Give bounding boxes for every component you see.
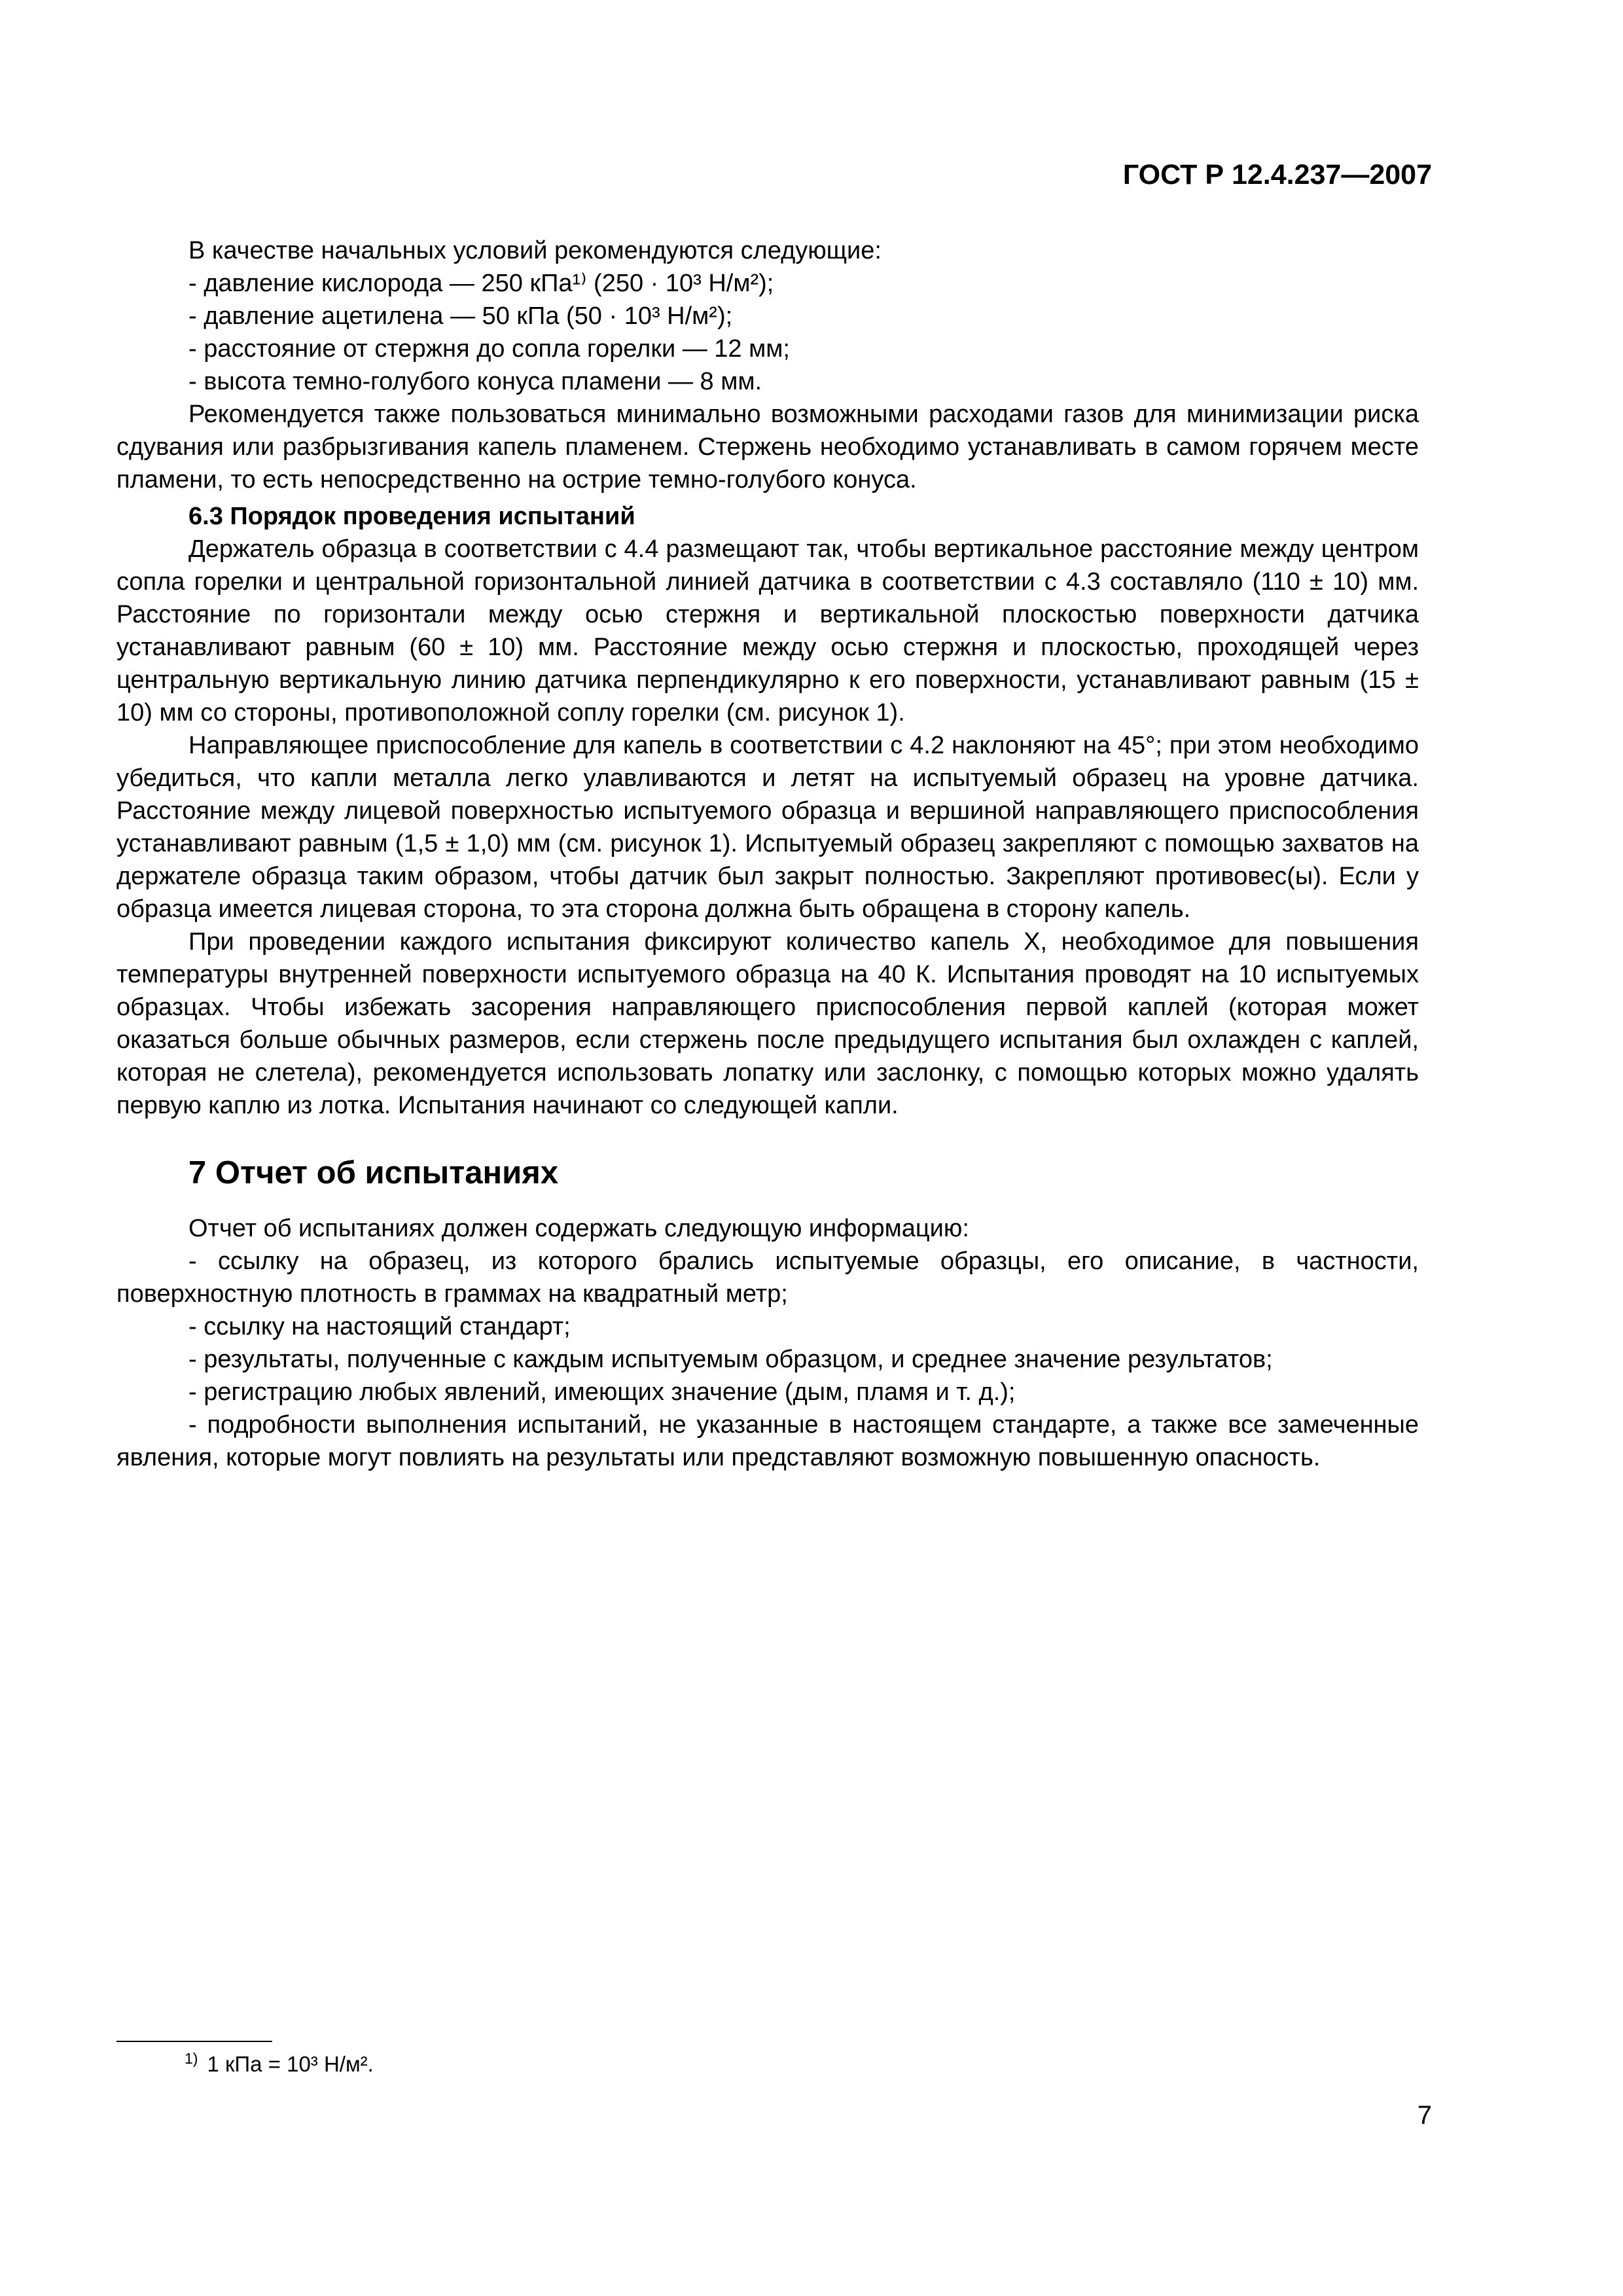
list-item: - ссылку на образец, из которого брались испытуемые образцы, его описание, в частности, поверхностную плотность в граммах на квадратный метр; — [116, 1247, 1419, 1308]
footnote-text: 1 кПа = 10³ Н/м². — [207, 2052, 374, 2076]
list-item: - результаты, полученные с каждым испытуемым образцом, и среднее значение результатов; — [188, 1346, 1273, 1373]
document-id-header: ГОСТ Р 12.4.237—2007 — [1122, 159, 1432, 190]
list-item: - давление кислорода — 250 кПа¹⁾ (250 · 10³ Н/м²); — [188, 270, 774, 297]
footnote-divider — [116, 2041, 272, 2042]
list-item: - подробности выполнения испытаний, не указанные в настоящем стандарте, а также все замеченные явления, которые могут повлиять на результаты или представляют возможную повышенную опасность. — [116, 1411, 1419, 1471]
list-item: - регистрацию любых явлений, имеющих значение (дым, пламя и т. д.); — [188, 1378, 1016, 1406]
section-6-3-paragraph: Держатель образца в соответствии с 4.4 размещают так, чтобы вертикальное расстояние между центром сопла горелки и центральной горизонтальной линией датчика в соответствии с 4.3 составляло (110 ± 10) мм. Расстояние по горизонтали между осью стержня и вертикальной плоскостью поверхности датчика устанавливают равным (60 ± 10) мм. Расстояние между осью стержня и плоскостью, проходящей через центральную вертикальную линию датчика перпендикулярно к его поверхности, устанавливают равным (15 ± 10) мм со стороны, противоположной соплу горелки (см. рисунок 1). — [116, 535, 1419, 726]
list-item: - расстояние от стержня до сопла горелки — 12 мм; — [188, 335, 790, 363]
intro-recommendation: Рекомендуется также пользоваться минимально возможными расходами газов для минимизации риска сдувания или разбрызгивания капель пламенем. Стержень необходимо устанавливать в самом горячем месте пламени, то есть непосредственно на острие темно-голубого конуса. — [116, 401, 1419, 493]
section-7-lead: Отчет об испытаниях должен содержать следующую информацию: — [188, 1215, 969, 1242]
footnote — [185, 2050, 374, 2077]
page-number: 7 — [1417, 2101, 1432, 2130]
footnote-marker: 1) — [185, 2050, 198, 2067]
section-7-heading: 7 Отчет об испытаниях — [188, 1155, 559, 1191]
list-item: - давление ацетилена — 50 кПа (50 · 10³ Н/м²); — [188, 302, 733, 330]
section-6-3-paragraph: Направляющее приспособление для капель в соответствии с 4.2 наклоняют на 45°; при этом необходимо убедиться, что капли металла легко улавливаются и летят на испытуемый образец на уровне датчика. Расстояние между лицевой поверхностью испытуемого образца и вершиной направляющего приспособления устанавливают равным (1,5 ± 1,0) мм (см. рисунок 1). Испытуемый образец закрепляют с помощью захватов на держателе образца таким образом, чтобы датчик был закрыт полностью. Закрепляют противовес(ы). Если у образца имеется лицевая сторона, то эта сторона должна быть обращена в сторону капель. — [116, 732, 1419, 923]
list-item: - ссылку на настоящий стандарт; — [188, 1313, 571, 1340]
list-item: - высота темно-голубого конуса пламени — 8 мм. — [188, 368, 762, 395]
section-6-3-paragraph: При проведении каждого испытания фиксируют количество капель X, необходимое для повышения температуры внутренней поверхности испытуемого образца на 40 К. Испытания проводят на 10 испытуемых образцах. Чтобы избежать засорения направляющего приспособления первой каплей (которая может оказаться больше обычных размеров, если стержень после предыдущего испытания был охлажден с каплей, которая не слетела), рекомендуется использовать лопатку или заслонку, с помощью которых можно удалять первую каплю из лотка. Испытания начинают со следующей капли. — [116, 928, 1419, 1119]
section-6-3-heading: 6.3 Порядок проведения испытаний — [188, 503, 635, 530]
intro-lead: В качестве начальных условий рекомендуются следующие: — [188, 237, 882, 264]
page-content — [116, 234, 1419, 1474]
